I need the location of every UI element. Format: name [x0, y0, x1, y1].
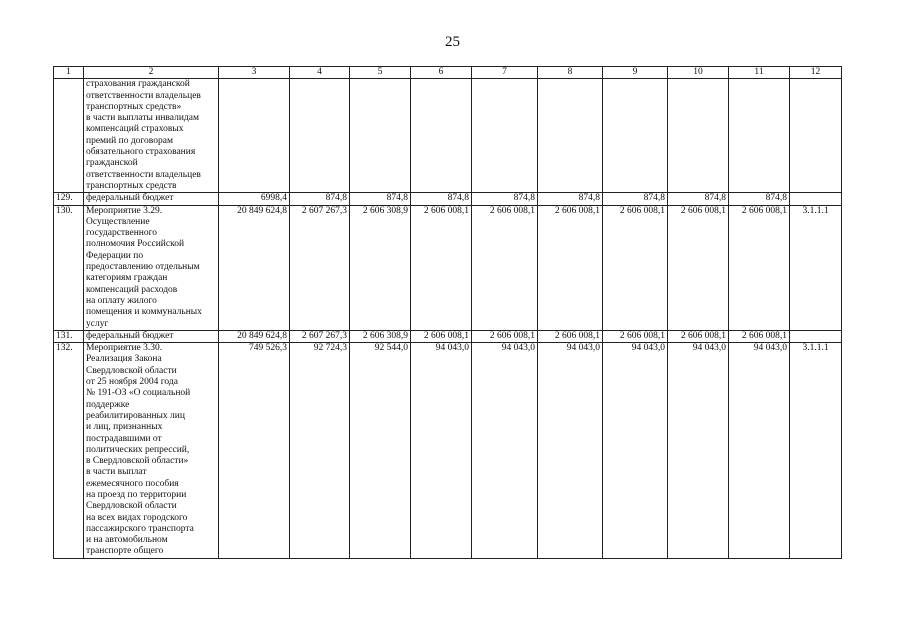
- description-line: премий по договорам: [86, 135, 173, 146]
- value-cell: 2 606 008,1: [538, 330, 603, 342]
- value-cell: 94 043,0: [472, 343, 538, 559]
- value-cell: [350, 79, 411, 193]
- value-cell: 2 606 008,1: [603, 205, 668, 330]
- col-header: 9: [603, 67, 668, 79]
- description-line: федеральный бюджет: [86, 330, 174, 341]
- description-line: реабилитированных лиц: [86, 410, 185, 421]
- value-cell: 2 606 008,1: [411, 205, 472, 330]
- table-row: [54, 193, 842, 205]
- description-line: федеральный бюджет: [86, 193, 174, 204]
- value-cell: 2 606 008,1: [668, 205, 729, 330]
- value-cell: [219, 79, 290, 193]
- row-number: [54, 79, 84, 193]
- value-cell: 874,8: [411, 193, 472, 205]
- col-header: 3: [219, 67, 290, 79]
- description-line: ответственности владельцев: [86, 90, 201, 101]
- description-line: обязательного страхования: [86, 147, 196, 158]
- value-cell: 2 606 008,1: [603, 330, 668, 342]
- description-line: страхования гражданской: [86, 79, 190, 90]
- value-cell: 2 607 267,3: [290, 330, 350, 342]
- table-row: [54, 79, 842, 193]
- description-line: услуг: [86, 318, 109, 329]
- value-cell: 20 849 624,8: [219, 205, 290, 330]
- value-cell: [668, 79, 729, 193]
- code-cell: [790, 193, 842, 205]
- row-number: 130.: [54, 205, 84, 330]
- value-cell: 92 544,0: [350, 343, 411, 559]
- value-cell: [411, 79, 472, 193]
- description-line: компенсаций расходов: [86, 284, 178, 295]
- col-header: 11: [729, 67, 790, 79]
- row-description: [84, 205, 219, 330]
- value-cell: 6998,4: [219, 193, 290, 205]
- description-line: помещения и коммунальных: [86, 307, 202, 318]
- value-cell: 94 043,0: [538, 343, 603, 559]
- description-line: транспортных средств»: [86, 101, 182, 112]
- description-line: пострадавшими от: [86, 433, 162, 444]
- description-line: Осуществление: [86, 216, 150, 227]
- row-description: [84, 79, 219, 193]
- code-cell: [790, 79, 842, 193]
- value-cell: 874,8: [603, 193, 668, 205]
- value-cell: 2 607 267,3: [290, 205, 350, 330]
- description-line: в части выплат: [86, 467, 147, 478]
- value-cell: 874,8: [538, 193, 603, 205]
- value-cell: 874,8: [729, 193, 790, 205]
- value-cell: [729, 79, 790, 193]
- value-cell: 874,8: [290, 193, 350, 205]
- description-line: Свердловской области: [86, 365, 177, 376]
- description-line: Мероприятие 3.29.: [86, 205, 163, 216]
- value-cell: [538, 79, 603, 193]
- row-number: 132.: [54, 343, 84, 559]
- code-cell: 3.1.1.1: [790, 205, 842, 330]
- description-line: компенсаций страховых: [86, 124, 184, 135]
- value-cell: [290, 79, 350, 193]
- value-cell: 2 606 008,1: [538, 205, 603, 330]
- value-cell: 94 043,0: [603, 343, 668, 559]
- code-cell: 3.1.1.1: [790, 343, 842, 559]
- description-line: транспортных средств: [86, 180, 177, 191]
- value-cell: [472, 79, 538, 193]
- description-line: политических репрессий,: [86, 444, 190, 455]
- description-line: Мероприятие 3.30.: [86, 343, 163, 354]
- description-line: Свердловской области: [86, 501, 177, 512]
- col-header: 8: [538, 67, 603, 79]
- description-line: на проезд по территории: [86, 489, 187, 500]
- row-number: 129.: [54, 193, 84, 205]
- description-line: и на автомобильном: [86, 535, 168, 546]
- row-description: [84, 343, 219, 559]
- description-line: государственного: [86, 228, 158, 239]
- description-line: Реализация Закона: [86, 354, 162, 365]
- value-cell: 2 606 308,9: [350, 205, 411, 330]
- value-cell: 874,8: [472, 193, 538, 205]
- value-cell: 749 526,3: [219, 343, 290, 559]
- code-cell: [790, 330, 842, 342]
- description-line: ежемесячного пособия: [86, 478, 179, 489]
- description-line: категориям граждан: [86, 273, 168, 284]
- page-number: 25: [445, 34, 460, 50]
- col-header: 5: [350, 67, 411, 79]
- description-line: Федерации по: [86, 250, 144, 261]
- value-cell: 2 606 008,1: [472, 330, 538, 342]
- budget-table: [53, 66, 842, 559]
- description-line: и лиц, признанных: [86, 422, 163, 433]
- description-line: поддержке: [86, 399, 130, 410]
- description-line: предоставлению отдельным: [86, 262, 200, 273]
- description-line: на всех видах городского: [86, 512, 188, 523]
- col-header: 4: [290, 67, 350, 79]
- description-line: пассажирского транспорта: [86, 523, 194, 534]
- value-cell: 2 606 008,1: [668, 330, 729, 342]
- value-cell: 92 724,3: [290, 343, 350, 559]
- col-header: 1: [54, 67, 84, 79]
- description-line: полномочия Российской: [86, 239, 185, 250]
- description-line: гражданской: [86, 158, 138, 169]
- value-cell: 94 043,0: [729, 343, 790, 559]
- col-header: 2: [84, 67, 219, 79]
- row-number: 131.: [54, 330, 84, 342]
- row-description: [84, 330, 219, 342]
- description-line: на оплату жилого: [86, 295, 157, 306]
- value-cell: 94 043,0: [668, 343, 729, 559]
- description-line: в Свердловской области»: [86, 456, 189, 467]
- value-cell: 2 606 008,1: [729, 330, 790, 342]
- value-cell: [603, 79, 668, 193]
- value-cell: 2 606 308,9: [350, 330, 411, 342]
- header-row: [54, 67, 842, 79]
- value-cell: 874,8: [350, 193, 411, 205]
- value-cell: 2 606 008,1: [729, 205, 790, 330]
- description-line: № 191-ОЗ «О социальной: [86, 388, 191, 399]
- col-header: 12: [790, 67, 842, 79]
- description-line: ответственности владельцев: [86, 169, 201, 180]
- table-row: [54, 330, 842, 342]
- description-line: транспорте общего: [86, 546, 164, 557]
- value-cell: 2 606 008,1: [472, 205, 538, 330]
- table-row: [54, 205, 842, 330]
- description-line: в части выплаты инвалидам: [86, 113, 199, 124]
- col-header: 7: [472, 67, 538, 79]
- row-description: [84, 193, 219, 205]
- value-cell: 874,8: [668, 193, 729, 205]
- value-cell: 94 043,0: [411, 343, 472, 559]
- col-header: 6: [411, 67, 472, 79]
- value-cell: 2 606 008,1: [411, 330, 472, 342]
- col-header: 10: [668, 67, 729, 79]
- value-cell: 20 849 624,8: [219, 330, 290, 342]
- description-line: от 25 ноября 2004 года: [86, 377, 178, 388]
- table-row: [54, 343, 842, 559]
